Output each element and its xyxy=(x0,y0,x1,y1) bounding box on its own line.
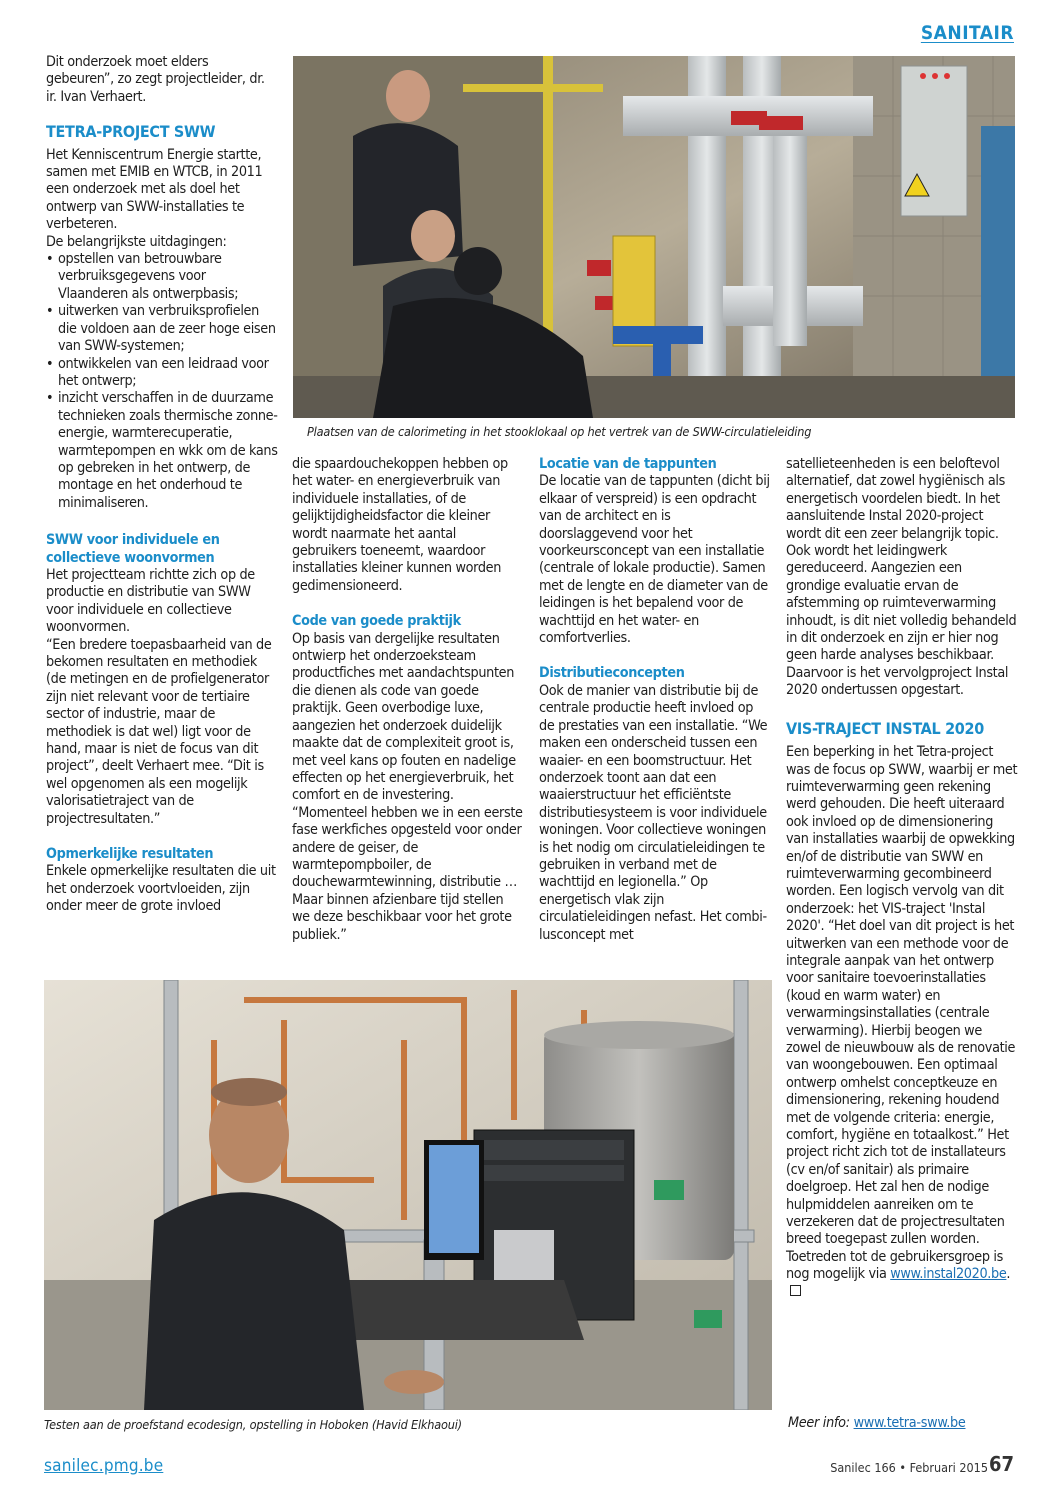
tetra-sww-link[interactable]: www.tetra-sww.be xyxy=(853,1415,966,1431)
list-item: • opstellen van betrouwbare verbruiksgegevens voor Vlaanderen als ontwerpbasis; xyxy=(46,251,278,303)
heading-distributieconcepten: Distributieconcepten xyxy=(539,665,685,682)
test-bench-photo xyxy=(44,980,772,1410)
heading-opmerkelijke-resultaten: Opmerkelijke resultaten xyxy=(46,846,214,863)
heading-code-goede-praktijk: Code van goede praktijk xyxy=(292,613,461,630)
list-item: • ontwikkelen van een leidraad voor het ontwerp; xyxy=(46,356,278,391)
challenges-list xyxy=(46,251,278,512)
article-column-3 xyxy=(539,456,771,944)
punctuation: . xyxy=(1006,1266,1011,1283)
top-photo-caption: Plaatsen van de calorimeting in het stooklokaal op het vertrek van de SWW-circulatieleiding xyxy=(307,424,812,439)
paragraph: De locatie van de tappunten (dicht bij elkaar of verspreid) is een opdracht van de architect en is doorslaggevend voor het voorkeursconcept van een installatie (centrale of lokale productie). Samen met de lengte en de diameter van de leidingen is het bepalend voor de wachttijd en het water- en comfortverlies. xyxy=(539,473,770,647)
intro-paragraph: Dit onderzoek moet elders gebeuren”, zo zegt projectleider, dr. ir. Ivan Verhaert. xyxy=(46,54,265,105)
article-column-1 xyxy=(46,54,278,916)
heading-tetra-project: TETRA-PROJECT SWW xyxy=(46,122,216,142)
page-number: 67 xyxy=(988,1452,1014,1476)
paragraph: die spaardouchekoppen hebben op het water- en energieverbruik van individuele installaties, of de gelijktijdigheidsfactor die kleiner wordt naarmate het aantal gebruikers toeneemt, waardoor installaties kleiner kunnen worden gedimensioneerd. xyxy=(292,456,508,594)
bottom-photo-caption: Testen aan de proefstand ecodesign, opstelling in Hoboken (Havid Elkhaoui) xyxy=(44,1417,462,1432)
heading-vis-traject: VIS-TRAJECT INSTAL 2020 xyxy=(786,718,984,738)
paragraph: “Een bredere toepasbaarheid van de bekomen resultaten en methodiek (de metingen en de profielgenerator zijn niet relevant voor de tertiaire sector of industrie, maar de methodiek is dat wel) ligt voor de hand, maar is niet de focus van dit project”, deelt Verhaert mee. “Dit is wel opgenomen als een mogelijk valorisatietraject van de projectresultaten.” xyxy=(46,636,272,827)
heading-locatie-tappunten: Locatie van de tappunten xyxy=(539,456,717,472)
boiler-room-photo xyxy=(293,56,1015,418)
paragraph: Ook de manier van distributie bij de centrale productie heeft invloed op de prestaties van een installatie. “We maken een onderscheid tussen een waaier- en een boomstructuur. Het onderzoek toont aan dat een waaierstructuur het efficiëntste distributiesysteem is voor individuele woningen. Voor collectieve woningen is het nodig om circulatieleidingen te gebruiken in verband met de wachttijd en legionella.” Op energetisch vlak zijn circulatieleidingen nefast. Het combi-lusconcept met xyxy=(539,682,768,943)
end-of-article-icon xyxy=(790,1285,801,1296)
footer-issue: Sanilec 166 • Februari 2015 xyxy=(830,1460,988,1475)
paragraph: De belangrijkste uitdagingen: xyxy=(46,233,227,250)
paragraph: Op basis van dergelijke resultaten ontwierp het onderzoeksteam productfiches met aandachtspunten die dienen als code van goede praktijk. Geen overbodige luxe, aangezien het onderzoek duidelijk maakte dat de complexiteit groot is, met veel kans op fouten en nadelige effecten op het energieverbruik, het comfort en de investering. xyxy=(292,630,516,804)
article-column-4 xyxy=(786,456,1018,1301)
instal2020-link[interactable]: www.instal2020.be xyxy=(890,1266,1007,1283)
paragraph: Het projectteam richtte zich op de productie en distributie van SWW voor individuele en collectieve woonvormen. xyxy=(46,566,255,636)
article-column-2 xyxy=(292,456,524,944)
paragraph: Enkele opmerkelijke resultaten die uit het onderzoek voortvloeiden, zijn onder meer de grote invloed xyxy=(46,863,276,915)
footer-site-link[interactable]: sanilec.pmg.be xyxy=(44,1456,164,1476)
list-item: • uitwerken van verbruiksprofielen die voldoen aan de zeer hoge eisen van SWW-systemen; xyxy=(46,303,278,355)
paragraph-text: Een beperking in het Tetra-project was de focus op SWW, waarbij er met ruimteverwarming geen rekening werd gehouden. Die heeft uiteraard ook invloed op de dimensionering van installaties waarbij de opwekking en/of de distributie van SWW en ruimteverwarming gecombineerd worden. Een logisch vervolg van dit onderzoek: het VIS-traject 'Instal 2020'. “Het doel van dit project is het uitwerken van een methode voor de integrale aanpak van het ontwerp voor sanitaire toevoerinstallaties (koud en warm water) en verwarmingsinstallaties (centrale verwarming). Hierbij beogen we zowel de nieuwbouw als de renovatie van woongebouwen. Een optimaal ontwerp omhelst conceptkeuze en dimensionering, rekening houdend met de volgende criteria: energie, comfort, hygiëne en totaalkost.” Het project richt zich tot de installateurs (cv en/of sanitair) als primaire doelgroep. Het zal hen de nodige hulpmiddelen aanreiken om te verzekeren dat de projectresultaten breed toegepast zullen worden. Toetreden tot de gebruikersgroep is nog mogelijk via xyxy=(786,744,1018,1283)
heading-sww-woonvormen: SWW voor individuele en collectieve woonvormen xyxy=(46,532,220,566)
section-tag: SANITAIR xyxy=(920,22,1014,44)
paragraph xyxy=(786,744,1018,1301)
paragraph: Het Kenniscentrum Energie startte, samen met EMIB en WTCB, in 2011 een onderzoek met als doel het ontwerp van SWW-installaties te verbeteren. xyxy=(46,146,263,233)
paragraph: “Momenteel hebben we in een eerste fase werkfiches opgesteld voor onder andere de geiser, de warmtepompboiler, de douchewarmtewinning, distributie … Maar binnen afzienbare tijd stellen we deze beschikbaar voor het grote publiek.” xyxy=(292,804,523,943)
more-info xyxy=(788,1415,966,1431)
list-item: • inzicht verschaffen in de duurzame technieken zoals thermische zonne-energie, warmterecuperatie, warmtepompen en wkk om de kans op gebreken in het ontwerp, de montage en het onderhoud te minimaliseren. xyxy=(46,390,278,512)
more-info-label: Meer info: xyxy=(788,1415,850,1431)
paragraph: satellieteenheden is een beloftevol alternatief, dat zowel hygiënisch als energetisch voordelen biedt. In het aansluitende Instal 2020-project wordt dit een zeer belangrijk topic. Ook wordt het leidingwerk gereduceerd. Aangezien een grondige evaluatie ervan de afstemming op ruimteverwarming inhoudt, is dit niet volledig behandeld in dit onderzoek en zijn er hier nog geen harde analyses beschikbaar. Daarvoor is het vervolgproject Instal 2020 ondertussen opgestart. xyxy=(786,456,1017,699)
